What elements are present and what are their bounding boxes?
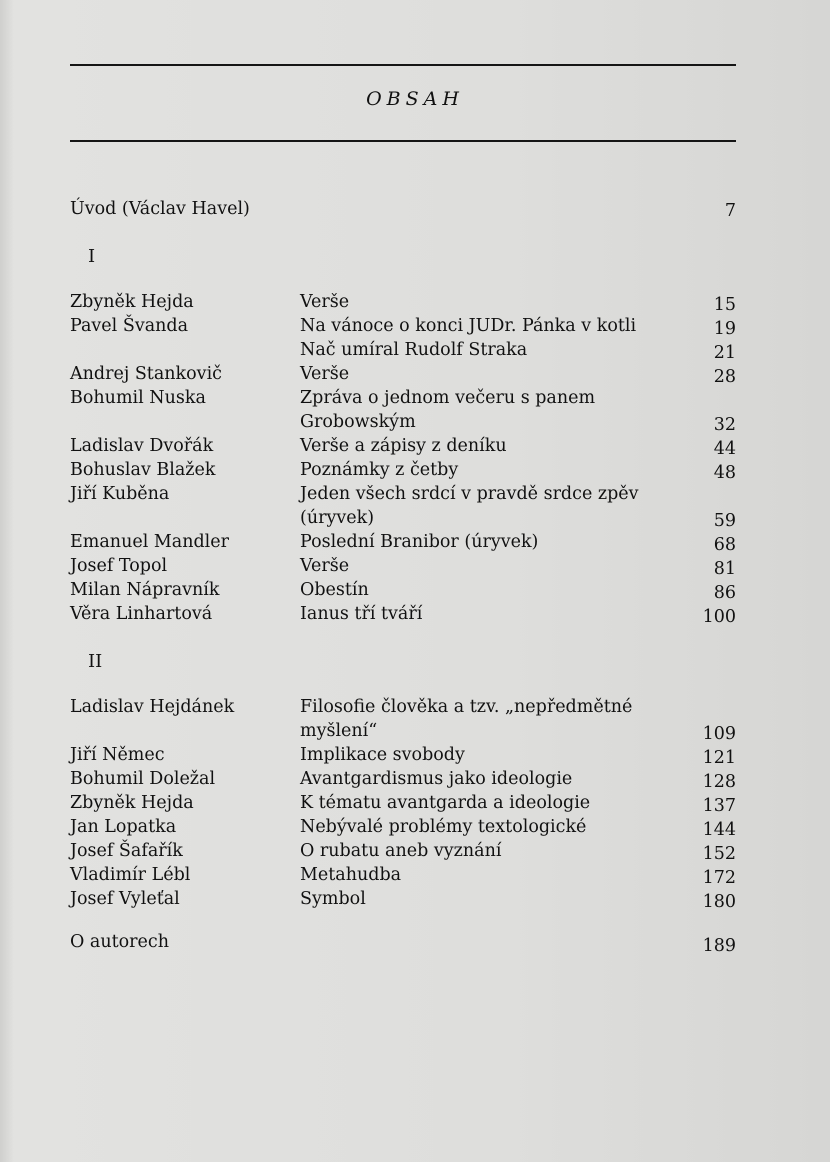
toc-author: Josef Šafařík <box>70 841 183 861</box>
toc-work-title: Verše <box>300 556 350 576</box>
toc-work-title: Implikace svobody <box>300 745 465 765</box>
toc-author: Jiří Kuběna <box>70 484 170 504</box>
intro-entry: Úvod (Václav Havel) <box>70 199 250 219</box>
toc-page-number: 152 <box>702 844 736 864</box>
toc-work-title: Poslední Branibor (úryvek) <box>300 532 539 552</box>
toc-work-title: Metahudba <box>300 865 402 885</box>
toc-page-number: 144 <box>702 820 736 840</box>
toc-work-title: Avantgardismus jako ideologie <box>300 769 573 789</box>
toc-author: Vladimír Lébl <box>70 865 191 885</box>
intro-page: 7 <box>724 201 736 221</box>
toc-work-title: Obestín <box>300 580 369 600</box>
toc-work-title: (úryvek) <box>300 508 375 528</box>
toc-work-title: Nač umíral Rudolf Straka <box>300 340 528 360</box>
toc-work-title: Verše <box>300 292 350 312</box>
toc-page-number: 172 <box>702 868 736 888</box>
toc-page-number: 68 <box>713 535 736 555</box>
bottom-rule <box>70 140 736 142</box>
toc-page-number: 100 <box>702 607 736 627</box>
toc-work-title: myšlení“ <box>300 721 378 741</box>
toc-author: Andrej Stankovič <box>70 364 222 384</box>
toc-work-title: Poznámky z četby <box>300 460 459 480</box>
top-rule <box>70 64 736 66</box>
toc-page-number: 86 <box>713 583 736 603</box>
toc-page-number: 48 <box>713 463 736 483</box>
toc-author: Pavel Švanda <box>70 316 189 336</box>
toc-page-number: 128 <box>702 772 736 792</box>
section-numeral: I <box>88 246 96 267</box>
toc-page-number: 44 <box>713 439 736 459</box>
toc-work-title: Symbol <box>300 889 366 909</box>
toc-author: Zbyněk Hejda <box>70 793 194 813</box>
toc-work-title: Grobowským <box>300 412 416 432</box>
toc-page-number: 121 <box>702 748 736 768</box>
toc-author: Bohumil Nuska <box>70 388 206 408</box>
toc-work-title: Verše <box>300 364 350 384</box>
toc-work-title: Ianus tří tváří <box>300 604 423 624</box>
toc-work-title: Filosofie člověka a tzv. „nepředmětné <box>300 697 633 717</box>
outro-entry: O autorech <box>70 932 169 952</box>
toc-work-title: Verše a zápisy z deníku <box>300 436 507 456</box>
toc-author: Zbyněk Hejda <box>70 292 194 312</box>
toc-author: Bohuslav Blažek <box>70 460 216 480</box>
section-numeral: II <box>88 651 103 672</box>
toc-page-number: 137 <box>702 796 736 816</box>
toc-work-title: Nebývalé problémy textologické <box>300 817 587 837</box>
toc-work-title: Na vánoce o konci JUDr. Pánka v kotli <box>300 316 637 336</box>
toc-page-number: 32 <box>713 415 736 435</box>
toc-page-number: 81 <box>713 559 736 579</box>
toc-author: Bohumil Doležal <box>70 769 216 789</box>
toc-author: Ladislav Dvořák <box>70 436 214 456</box>
toc-page-number: 15 <box>713 295 736 315</box>
page-title: OBSAH <box>366 88 464 110</box>
toc-author: Josef Vyleťal <box>70 889 180 909</box>
toc-author: Emanuel Mandler <box>70 532 230 552</box>
toc-page-number: 109 <box>702 724 736 744</box>
toc-page-number: 28 <box>713 367 736 387</box>
toc-work-title: Zpráva o jednom večeru s panem <box>300 388 596 408</box>
toc-page-number: 19 <box>713 319 736 339</box>
toc-author: Milan Nápravník <box>70 580 220 600</box>
toc-work-title: K tématu avantgarda a ideologie <box>300 793 591 813</box>
toc-author: Ladislav Hejdánek <box>70 697 235 717</box>
toc-page-number: 21 <box>713 343 736 363</box>
toc-author: Věra Linhartová <box>70 604 213 624</box>
toc-author: Jiří Němec <box>70 745 165 765</box>
toc-page-number: 180 <box>702 892 736 912</box>
outro-page: 189 <box>702 936 736 956</box>
toc-page-number: 59 <box>713 511 736 531</box>
toc-work-title: Jeden všech srdcí v pravdě srdce zpěv <box>300 484 639 504</box>
toc-author: Jan Lopatka <box>70 817 177 837</box>
toc-author: Josef Topol <box>70 556 168 576</box>
toc-work-title: O rubatu aneb vyznání <box>300 841 502 861</box>
